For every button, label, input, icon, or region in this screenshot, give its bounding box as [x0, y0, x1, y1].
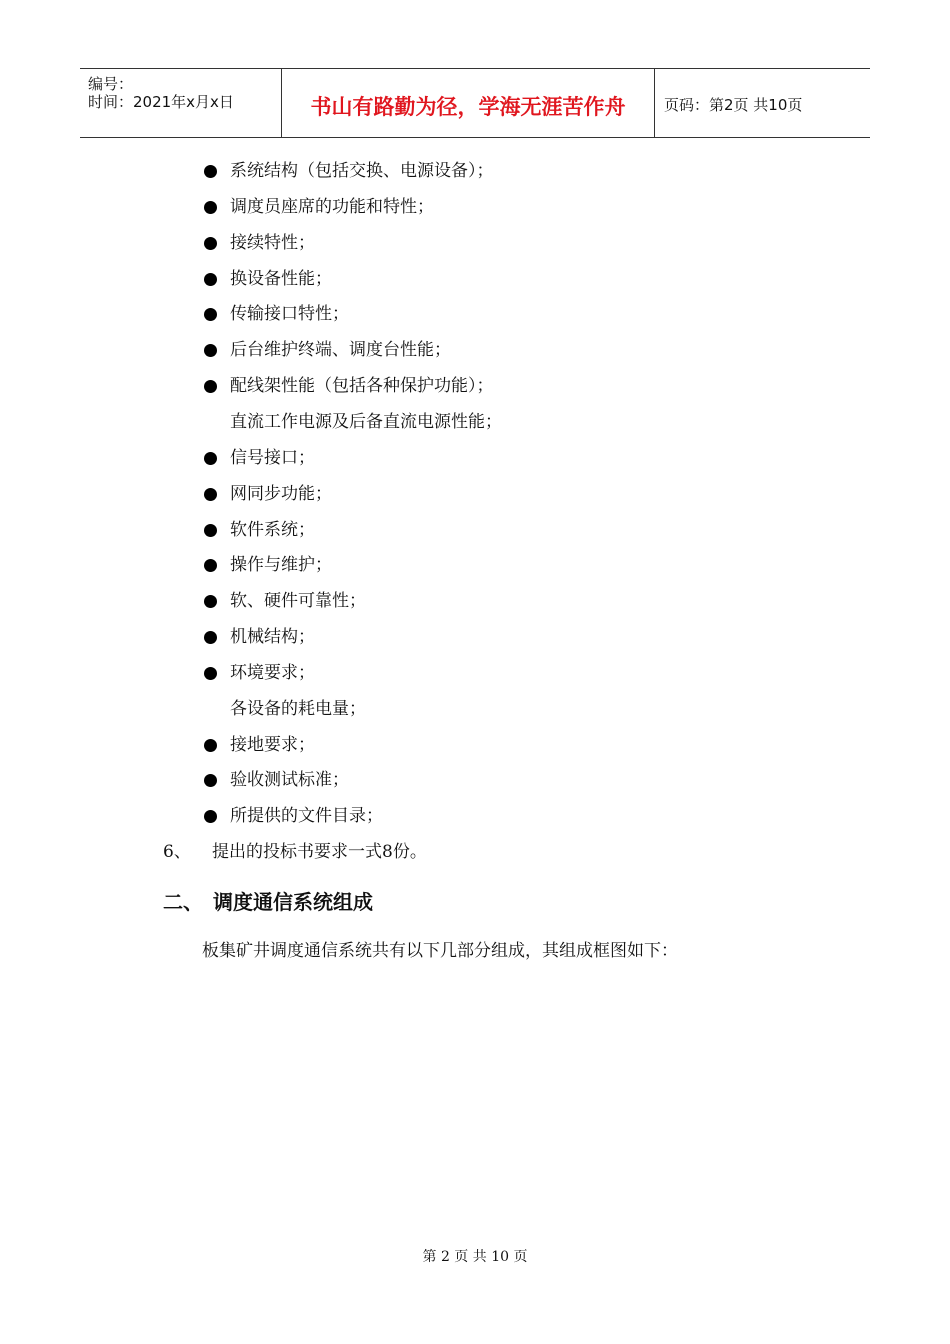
bullet-icon	[204, 810, 217, 823]
header-motto-cell	[282, 69, 655, 137]
bullet-icon	[204, 380, 217, 393]
list-item-text: 机械结构；	[230, 627, 315, 647]
bullet-icon	[204, 308, 217, 321]
list-item	[0, 805, 950, 827]
list-item	[0, 734, 950, 756]
list-item-text: 验收测试标准；	[230, 770, 349, 790]
bullet-icon	[204, 273, 217, 286]
bullet-icon	[204, 739, 217, 752]
list-item	[0, 698, 950, 720]
list-item	[0, 232, 950, 254]
list-item-text: 配线架性能（包括各种保护功能）；	[230, 376, 494, 396]
list-item	[0, 590, 950, 612]
list-item-text: 软、硬件可靠性；	[230, 591, 366, 611]
list-item-text: 信号接口；	[230, 448, 315, 468]
bullet-icon	[204, 237, 217, 250]
list-item-text: 软件系统；	[230, 520, 315, 540]
doc-number-label: 编号：	[88, 75, 134, 93]
numbered-item-text: 提出的投标书要求一式8份。	[212, 842, 427, 862]
header-page-cell	[655, 69, 870, 137]
bullet-icon	[204, 344, 217, 357]
header-meta-cell	[80, 69, 282, 137]
bullet-icon	[204, 524, 217, 537]
list-item	[0, 375, 950, 397]
list-item-text: 网同步功能；	[230, 484, 332, 504]
list-item-text: 直流工作电源及后备直流电源性能；	[230, 412, 502, 432]
list-item	[0, 196, 950, 218]
list-item	[0, 662, 950, 684]
list-item-text: 各设备的耗电量；	[230, 699, 366, 719]
list-item-text: 后台维护终端、调度台性能；	[230, 340, 451, 360]
list-item-text: 换设备性能；	[230, 269, 332, 289]
page-header	[80, 68, 870, 138]
list-item-text: 接地要求；	[230, 735, 315, 755]
bullet-icon	[204, 452, 217, 465]
list-item	[0, 483, 950, 505]
bullet-icon	[204, 201, 217, 214]
motto-text: 书山有路勤为径，学海无涯苦作舟	[310, 95, 626, 119]
section-title: 调度通信系统组成	[213, 890, 373, 914]
date-line: 时间：2021年x月x日	[88, 93, 234, 111]
list-item	[0, 447, 950, 469]
section-number: 二、	[163, 890, 203, 914]
body-paragraph: 板集矿井调度通信系统共有以下几部分组成，其组成框图如下：	[202, 941, 678, 961]
bullet-icon	[204, 165, 217, 178]
section-heading	[163, 888, 373, 916]
list-item	[0, 411, 950, 433]
list-item	[0, 339, 950, 361]
bullet-icon	[204, 559, 217, 572]
list-item	[0, 519, 950, 541]
bullet-icon	[204, 667, 217, 680]
list-item-text: 操作与维护；	[230, 555, 332, 575]
list-item	[0, 769, 950, 791]
numbered-item-number: 6、	[163, 842, 191, 862]
list-item-text: 环境要求；	[230, 663, 315, 683]
bullet-icon	[204, 631, 217, 644]
list-item-text: 调度员座席的功能和特性；	[230, 197, 434, 217]
list-item	[0, 554, 950, 576]
bullet-icon	[204, 774, 217, 787]
list-item-text: 接续特性；	[230, 233, 315, 253]
list-item-text: 系统结构（包括交换、电源设备）；	[230, 161, 494, 181]
list-item-text: 传输接口特性；	[230, 304, 349, 324]
bullet-icon	[204, 595, 217, 608]
list-item	[0, 160, 950, 182]
list-item-text: 所提供的文件目录；	[230, 806, 383, 826]
list-item	[0, 268, 950, 290]
page-info: 页码：第2页 共10页	[664, 96, 803, 114]
list-item	[0, 626, 950, 648]
list-item	[0, 303, 950, 325]
page-footer: 第 2 页 共 10 页	[422, 1249, 528, 1265]
bullet-icon	[204, 488, 217, 501]
